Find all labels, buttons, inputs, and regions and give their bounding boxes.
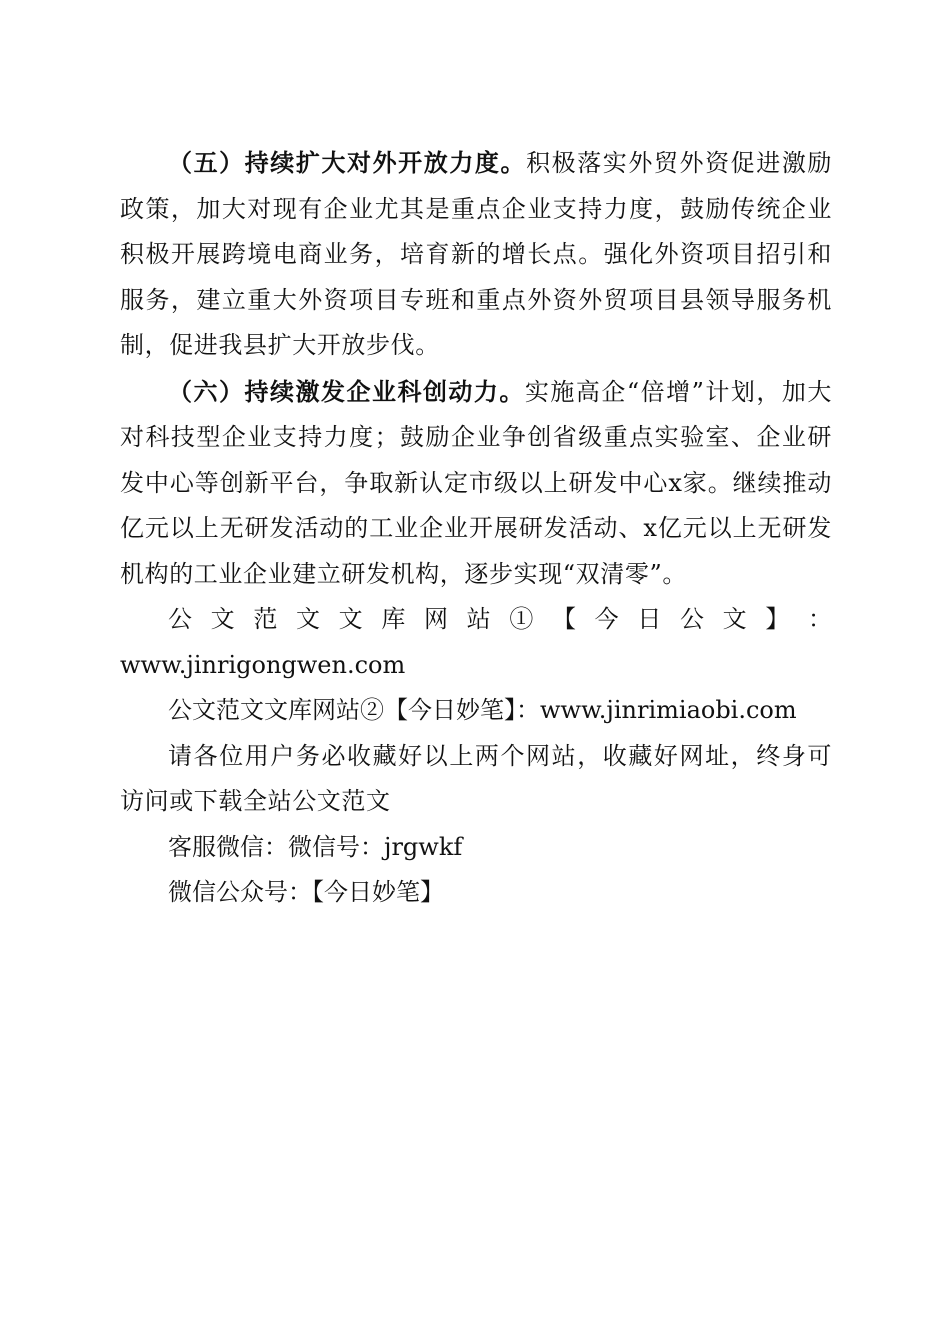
site1-block (120, 597, 832, 688)
section-six-heading: （六）持续激发企业科创动力。 (168, 376, 525, 406)
notice-text: 请各位用户务必收藏好以上两个网站，收藏好网址，终身可访问或下载全站公文范文 (120, 741, 832, 815)
section-five-body: 积极落实外贸外资促进激励政策，加大对现有企业尤其是重点企业支持力度，鼓励传统企业积极开展跨境电商业务，培育新的增长点。强化外资项目招引和服务，建立重大外资项目专班和重点外资外贸项目县领导服务机制，促进我县扩大开放步伐。 (120, 149, 832, 359)
document-page (120, 140, 832, 916)
section-six (120, 369, 832, 598)
site2-line: 公文范文文库网站②【今日妙笔】：www.jinrimiaobi.com (168, 696, 797, 724)
wechat-account: 微信公众号：【今日妙笔】 (168, 878, 444, 906)
site1-url[interactable]: www.jinrigongwen.com (120, 650, 406, 679)
section-five (120, 140, 832, 369)
section-five-heading: （五）持续扩大对外开放力度。 (168, 148, 527, 177)
section-six-body: 实施高企“倍增”计划，加大对科技型企业支持力度；鼓励企业争创省级重点实验室、企业研发中心等创新平台，争取新认定市级以上研发中心x家。继续推动亿元以上无研发活动的工业企业开展研发活动、x亿元以上无研发机构的工业企业建立研发机构，逐步实现“双清零”。 (120, 377, 832, 588)
site1-label: 公 文 范 文 文 库 网 站 ① 【 今 日 公 文 】 ： (168, 605, 832, 633)
service-wechat: 客服微信：微信号：jrgwkf (168, 832, 463, 861)
